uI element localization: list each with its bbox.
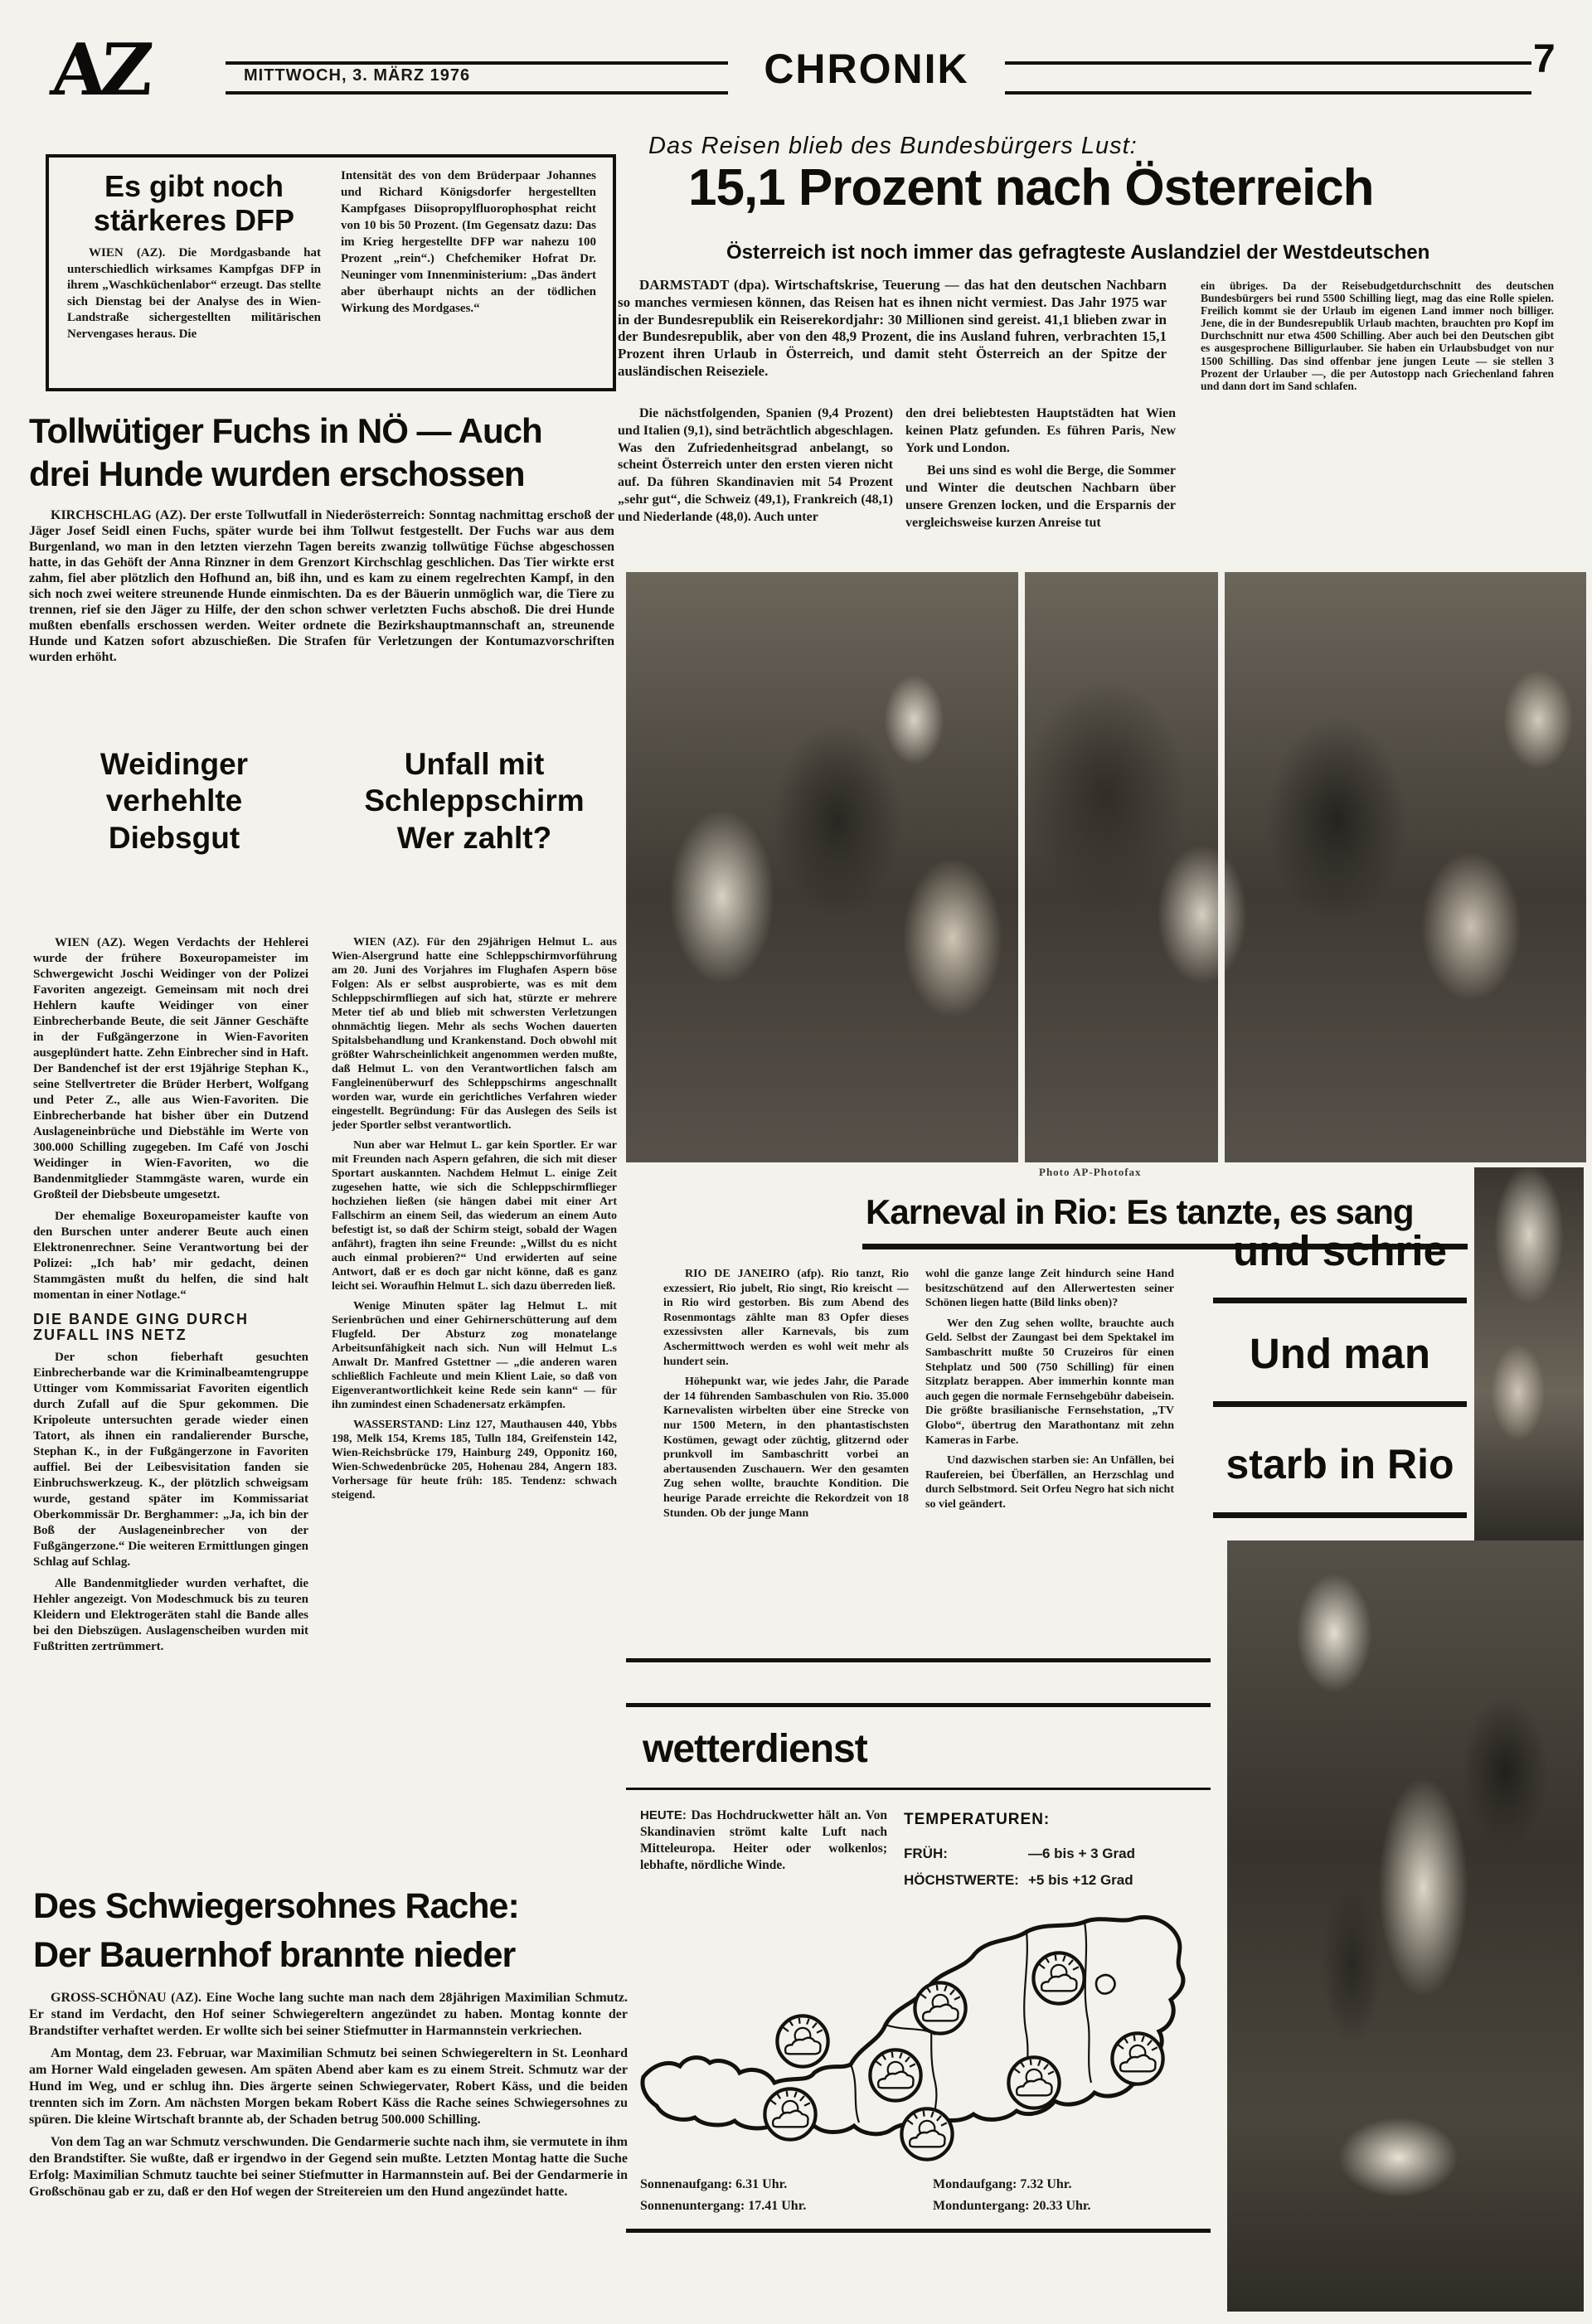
carnival-photo-strip — [1474, 1167, 1584, 1542]
article-rio-side-headline-2: Und man — [1249, 1330, 1431, 1377]
weather-temps-label: TEMPERATUREN: — [904, 1811, 1051, 1828]
weather-today: HEUTE: Das Hochdruckwetter hält an. Von Skandinavien strömt kalte Luft nach Mitteleuropa. Heiter oder wolkenlos; lebhafte, nördliche Winde. — [640, 1808, 887, 1872]
article-rio-headline: Karneval in Rio: Es tanzte, es sang — [866, 1192, 1414, 1231]
article-dfp-col1: WIEN (AZ). Die Mordgasbande hat unterschiedlich wirksames Kampfgas DFP in ihrem „Waschküchenlabor“ erzeugt. Das stellte sich Dienstag bei der Analyse des in Wien-Landstraße sichergestellten militärischen Nervengases heraus. Die — [67, 246, 321, 341]
weather-today-label: HEUTE: — [640, 1808, 687, 1822]
sun-cloud-icon — [915, 1982, 965, 2033]
article-rio-side-headline-3: starb in Rio — [1226, 1441, 1454, 1487]
article-fuchs-body: KIRCHSCHLAG (AZ). Der erste Tollwutfall in Niederösterreich: Sonntag nachmittag erschoß der Jäger Josef Seidl einen Fuchs, später wurde bei ihm Tollwut festgestellt. Der Fuchs war aus dem Burgenland, wo man in den letzten vierzehn Tagen bereits zwanzig tollwütige Füchse abgeschossen hatte, in das Gehöft der Anna Rinzner in dem Grenzort Kirchschlag geschlichen. Das Tier wirkte erst zahm, fiel aber plötzlich den Hofhund an, biß ihn, und es kam zu einem regelrechten Kampf, in den sich noch zwei weitere streunende Hunde einmischten. Da es der Bäuerin unmöglich war, die Tiere zu trennen, rief sie den Jäger zu Hilfe, der den schon schwer verletzten Fuchs abschoß. Die drei Hunde mußten ebenfalls erschossen werden. Weiter ordnete die Bezirkshauptmannschaft an, streunende Hunde und Katzen sofort abzuschießen. Die Strafen für Verletzungen der Kontumazvorschriften wurden erhöht. — [29, 508, 614, 664]
photo-gutter — [1018, 572, 1025, 1162]
article-rio-col1: RIO DE JANEIRO (afp). Rio tanzt, Rio exzessiert, Rio jubelt, Rio singt, Rio kreischt — in Rio wird gestorben. Bis zum Abend des Rosenmontags zählte man 83 Opfer dieses exzessivsten aller Karnevals, bis zum Aschermittwoch werden es wohl weit mehr als hundert sein. Höhepunkt war, wie jedes Jahr, die Parade der 14 führenden Sambaschulen von Rio. 35.000 Karnevalisten wirbelten über eine Strecke von nur 1500 Metern, in den phantastischsten Kostümen, gewagt oder züchtig, glitzernd oder prunkvoll im Sambaschritt vorbei an abertausenden Zuschauern. Wer den gesamten Zug sehen wollte, brauchte Kondition. Die heurige Parade erreichte die Rekordzeit von 18 Stunden. Ob der junge Mann — [663, 1268, 909, 1520]
article-fuchs-headline: Tollwütiger Fuchs in NÖ — Auch drei Hunde wurden erschossen — [29, 411, 542, 494]
photo-credit: Photo AP-Photofax — [1039, 1166, 1142, 1178]
weather-title-rule — [626, 1788, 1211, 1790]
sun-cloud-icon — [870, 2050, 920, 2100]
weather-morning-value: —6 bis + 3 Grad — [1028, 1846, 1135, 1861]
sun-cloud-icon — [901, 2108, 952, 2159]
weather-max-value: +5 bis +12 Grad — [1028, 1872, 1133, 1888]
sun-cloud-icon — [1008, 2057, 1059, 2108]
article-reisen-lead: DARMSTADT (dpa). Wirtschaftskrise, Teuerung — das hat den deutschen Nachbarn so manches vermiesen können, das Reisen hat es ihnen nicht vermiest. Das Jahr 1975 war in der Bundesrepublik ein Reiserekordjahr: 30 Millionen sind gereist. 41,1 blieben zwar in der Bundesrepublik, aber von den 48,9 Prozent, die ins Ausland fuhren, verbrachten 15,1 Prozent ihren Urlaub in Österreich, und damit steht Österreich an der Spitze der ausländischen Reiseziele. — [618, 277, 1167, 379]
weather-max-label: HÖCHSTWERTE: — [904, 1872, 1019, 1888]
weather-morning-row — [904, 1846, 1204, 1862]
sun-cloud-icon — [764, 2089, 815, 2139]
article-rache-body: GROSS-SCHÖNAU (AZ). Eine Woche lang suchte man nach dem 28jährigen Maximilian Schmutz. Er stand im Verdacht, den Hof seiner Schwiegereltern angezündet zu haben. Montag konnte der Brandstifter verhaftet werden. Er wollte sich bei seiner Stiefmutter in Harmannstein verkriechen. Am Montag, dem 23. Februar, war Maximilian Schmutz bei seinen Schwiegereltern in St. Leonhard am Horner Wald eingeladen gewesen. Am späten Abend aber kam es zu einem Streit. Schmutz war der Hund im Weg, und er schlug ihn. Dies ärgerte seinen Schwiegervater, Robert Käss, und die beiden trennten sich im Zorn. Am nächsten Morgen bekam Robert Käss die Rache seines Schwiegersohnes zu spüren. Die kleine Wirtschaft brannte ab, der Schaden betrug 500.000 Schilling. Von dem Tag an war Schmutz verschwunden. Die Gendarmerie suchte nach ihm, sie vermutete in ihm den Brandstifter. Sie wußte, daß er irgendwo in der Gegend sein mußte. Letzten Montag hatte die Suche Erfolg: Maximilian Schmutz tauchte bei seiner Stiefmutter in Harmannstein auf. Bei der Gendarmerie in Großschönau gab er zu, daß er den Hof wegen der Streitereien um den Hund angezündet hatte. — [29, 1991, 628, 2199]
carnival-photo-bottom — [1227, 1540, 1584, 2312]
sun-cloud-icon — [1033, 1953, 1084, 2003]
weather-box-bottom-rule — [626, 2229, 1211, 2233]
weather-box-top-rule — [626, 1703, 1211, 1707]
moon-times: Mondaufgang: 7.32 Uhr. Monduntergang: 20.33 Uhr. — [933, 2177, 1091, 2213]
article-schlepp-body: WIEN (AZ). Für den 29jährigen Helmut L. aus Wien-Alsergrund hatte eine Schleppschirmvorführung am 20. Juni des Vorjahres im Flughafen Aspern böse Folgen: Als er selbst ausprobierte, was es mit dem Schleppschirmfliegen auf sich hat, stürzte er mehrere Meter tief ab und blieb mit schwersten Verletzungen ohnmächtig liegen. Mehr als sechs Wochen dauerten Spitalsbehandlung und Krankenstand. Doch obwohl mit größter Wahrscheinlichkeit angenommen werden mußte, daß Helmut L. von den Verantwortlichen falsch am Fangleinenüberwurf des Schleppschirms angeschnallt worden war, wurde ein gerichtliches Verfahren wieder eingestellt. Begründung: Für das Auslegen des Seils ist jeder Sportler selbst verantwortlich. Nun aber war Helmut L. gar kein Sportler. Er war mit Freunden nach Aspern gefahren, die sich mit dieser Sportart auskannten. Nachdem Helmut L. einige Zeit zugesehen hatte, wie sich die Schleppschirmflieger hochziehen ließen (sie hängen dabei mit einer Art Fallschirm an einem Seil, das wiederum an einem Auto befestigt ist, so daß der Schirm steigt, sobald der Wagen anfährt), fragten ihn seine Freunde: „Willst du es nicht auch einmal probieren?“ Und erwiderten auf seine Antwort, daß er es doch gar nicht könne, daß es ganz leicht sei. Woraufhin Helmut L. sich dazu überreden ließ. Wenige Minuten später lag Helmut L. mit Serienbrüchen und einer Gehirnerschütterung auf dem Flugfeld. Der Absturz zog monatelange Arbeitsunfähigkeit nach sich. Nun will Helmut L.s Anwalt Dr. Manfred Gstettner — „die anderen waren schließlich Fachleute und mein Klient Laie, so daß von Eigenverantwortlichkeit keine Rede sein kann“ — für ihn zumindest einen Schadenersatz erkämpfen. WASSERSTAND: Linz 127, Mauthausen 440, Ybbs 198, Melk 154, Krems 185, Tulln 184, Greifenstein 142, Wien-Reichsbrücke 179, Hainburg 249, Opponitz 160, Wien-Schwedenbrücke 205, Hohenau 284, Angern 183. Vorhersage für heute früh: 185. Tendenz: schwach steigend. — [332, 936, 617, 1502]
article-weidinger-body: WIEN (AZ). Wegen Verdachts der Hehlerei wurde der frühere Boxeuropameister im Schwergewicht Joschi Weidinger von der Polizei Favoriten angezeigt. Gemeinsam mit noch drei Hehlern kaufte Weidinger von einer Einbrecherbande Beute, die seit Jänner Geschäfte in der Fußgängerzone in Wien-Favoriten ausgeplündert hatte. Zehn Einbrecher sind in Haft. Der Bandenchef ist der erst 19jährige Stephan K., seine Stellvertreter die Brüder Herbert, Wolfgang und Peter Z., alle aus Wien-Favoriten. Die Einbrecherbande hat bisher über ein Dutzend Auslageneinbrüche und Diebstähle im Werte von 300.000 Schilling zugegeben. Im Café von Joschi Weidinger in Wien-Favoriten, wo die Bandenmitglieder Stammgäste waren, wurde ein Großteil der Diebsbeute umgesetzt. Der ehemalige Boxeuropameister kaufte von den Burschen unter anderer Beute auch einen Elektronenrechner. Seine Verantwortung bei der Polizei: „Ich hab’ mir gedacht, deinen Stammgästen mußt du helfen, die sind halt momentan in einer Notlage.“ DIE BANDE GING DURCH ZUFALL INS NETZ Der schon fieberhaft gesuchten Einbrecherbande war die Kriminalbeamtengruppe Uttinger vom Kommissariat Favoriten eigentlich durch Zufall auf die Spur gekommen. Die Kripoleute untersuchten gerade wieder einen Tatort, als ihnen ein randalierender Bursche, Stephan K., in der Fußgängerzone in Favoriten auffiel. Bei der Leibesvisitation fanden sie Einbruchswerkzeug. K., der plötzlich schweigsam wurde, gestand später im Kommissariat Oberkommissär Dr. Berghammer: „Ja, ich bin der Boß der Auslageneinbrecher von der Fußgängerzone.“ Die weiteren Ermittlungen gingen Schlag auf Schlag. Alle Bandenmitglieder wurden verhaftet, die Hehler angezeigt. Von Modeschmuck bis zu teuren Kleidern und Elektrogeräten stahl die Bande alles bei den Diebszügen. Auslagenscheiben wurden mit Fußtritten zertrümmert. — [33, 936, 308, 1653]
sun-times: Sonnenaufgang: 6.31 Uhr. Sonnenuntergang: 17.41 Uhr. — [640, 2177, 807, 2213]
article-weidinger-headline: Weidinger verhehlte Diebsgut — [100, 747, 249, 855]
article-weidinger-subhead: DIE BANDE GING DURCH ZUFALL INS NETZ — [33, 1311, 250, 1343]
article-reisen-kicker: Das Reisen blieb des Bundesbürgers Lust: — [648, 133, 1138, 159]
weather-title: wetterdienst — [643, 1727, 867, 1771]
article-reisen-col1: Die nächstfolgenden, Spanien (9,4 Prozent) und Italien (9,1), sind beträchtlich abgeschlagen. Was den Zufriedenheitsgrad anbelangt, so scheint Österreich unter den ersten vieren nicht auf. Da führen Skandinavien mit 54 Prozent „sehr gut“, die Schweiz (49,1), Frankreich (48,1) und Niederlande (48,0). Auch unter — [618, 406, 893, 524]
headline-underline — [1213, 1512, 1467, 1518]
lake-outline — [1096, 1975, 1115, 1994]
article-dfp-col2: Intensität des von dem Brüderpaar Johannes und Richard Königsdorfer hergestellten Kampfgases Diisopropylfluorophosphat reicht von 10 bis 50 Prozent. (Im Gegensatz dazu: Das im Krieg hergestellte DFP war nahezu 100 Prozent „rein“.) Chefchemiker Hofrat Dr. Neuninger vom Innenministerium: „Das ändert aber überhaupt nichts an der tödlichen Wirkung des Mordgases.“ — [341, 169, 596, 315]
austria-outline — [643, 1917, 1183, 2133]
article-rio-col2: wohl die ganze lange Zeit hindurch seine Hand besitzschützend auf den Allerwertesten seiner Schönen liegen hatte (Bild links oben)? Wer den Zug sehen wollte, brauchte auch Geld. Selbst der Zaungast bei dem Spektakel im Sambaschritt mußte 50 Cruzeiros für einen Stehplatz und 500 (750 Schilling) für einen Sitzplatz berappen. Aber immerhin konnte man auch gegen die normale Fernsehgebühr dabeisein. Die größte brasilianische Fernsehstation, „TV Globo“, übertrug den Marathontanz mit zehn Kameras in Farbe. Und dazwischen starben sie: An Unfällen, bei Raufereien, bei Überfällen, an Herzschlag und durch Selbstmord. Seit Orfeu Negro hat sich nicht so viel geändert. — [925, 1268, 1174, 1511]
weather-max-row — [904, 1872, 1204, 1889]
header-date: MITTWOCH, 3. MÄRZ 1976 — [244, 66, 471, 85]
headline-underline — [1213, 1298, 1467, 1303]
article-reisen-col2: den drei beliebtesten Hauptstädten hat Wien keinen Platz gefunden. Es führen Paris, New York und London. Bei uns sind es wohl die Berge, die Sommer und Winter die deutschen Nachbarn über unsere Grenzen locken, und die Ersparnis der vergleichsweise kurzen Anreise tut — [905, 406, 1176, 530]
article-dfp-headline: Es gibt noch stärkeres DFP — [93, 169, 295, 238]
sun-cloud-icon — [777, 2016, 828, 2066]
article-schlepp-headline: Unfall mit Schleppschirm Wer zahlt? — [364, 747, 585, 855]
article-reisen-subhead: Österreich ist noch immer das gefragteste Auslandziel der Westdeutschen — [726, 241, 1430, 264]
page-number: 7 — [1533, 37, 1556, 81]
photo-gutter — [1218, 572, 1225, 1162]
headline-underline — [1213, 1401, 1467, 1407]
austria-weather-map — [637, 1900, 1204, 2174]
weather-morning-label: FRÜH: — [904, 1846, 948, 1861]
article-rio-side-headline-1: und schrie — [1233, 1227, 1447, 1274]
section-divider — [626, 1658, 1211, 1662]
section-title: CHRONIK — [728, 41, 1005, 96]
sun-cloud-icon — [1112, 2033, 1162, 2084]
masthead-logo: AZ — [48, 28, 151, 112]
article-dfp-box — [46, 154, 616, 391]
article-reisen-col3: ein übriges. Da der Reisebudgetdurchschnitt des deutschen Bundesbürgers bei rund 5500 Schilling liegt, mag das eine Rolle spielen. Freilich kommt sie der Urlaub im eigenen Land immer noch billiger. Jene, die in der Bundesrepublik Urlaub machten, brauchten pro Kopf im Durchschnitt nur etwa 4500 Schilling. Aber auch bei den Deutschen gibt es ausgesprochene Billigurlauber. Sie haben ein Urlaubsbudget von nur 1500 Schilling. Das sind offenbar jene jungen Leute — sie stellen 3 Prozent der Urlauber —, die per Autostopp nach Griechenland fahren und dann dort im Sand schlafen. — [1201, 279, 1554, 392]
article-rache-headline: Des Schwiegersohnes Rache: Der Bauernhof brannte nieder — [33, 1886, 519, 1976]
carnival-photo — [626, 572, 1586, 1162]
article-reisen-headline: 15,1 Prozent nach Österreich — [688, 159, 1374, 216]
